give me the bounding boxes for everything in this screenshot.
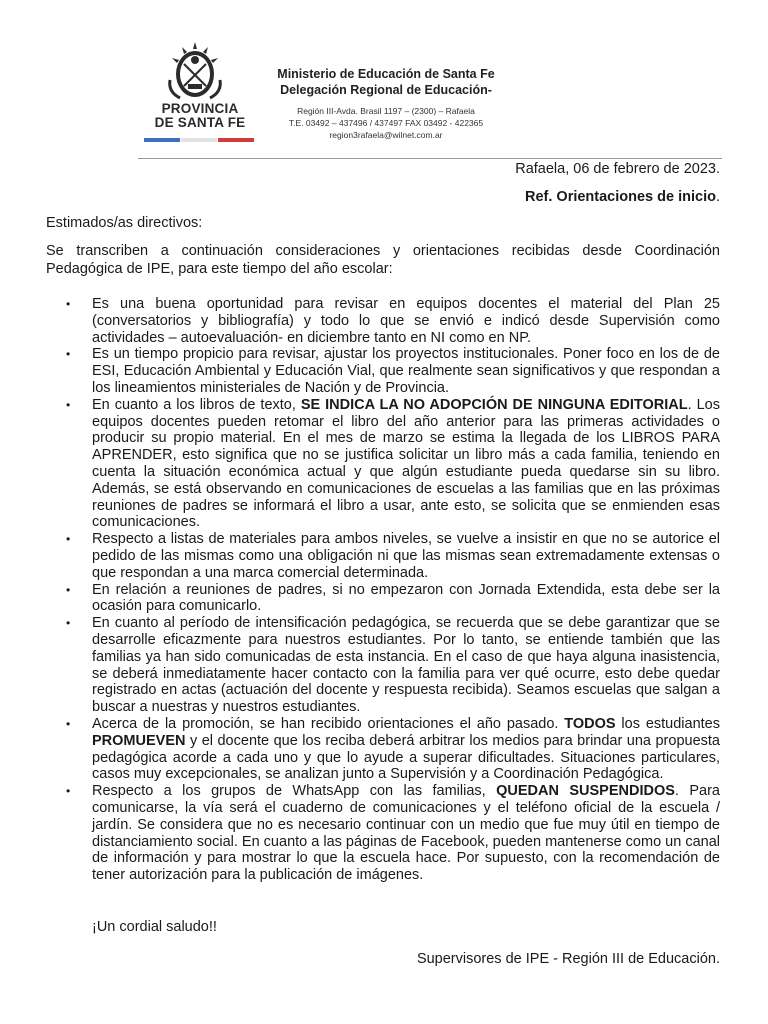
list-item — [46, 582, 720, 616]
greeting: Estimados/as directivos: — [46, 215, 203, 231]
intro-paragraph: Se transcriben a continuación consideraciones y orientaciones recibidas desde Coordinación Pedagógica de IPE, para este tiempo del año escolar: — [46, 243, 720, 277]
reference-line — [525, 188, 720, 206]
item-text: Respecto a listas de materiales para ambos niveles, se vuelve a insistir en que no se autorice el pedido de las mismas como una obligación ni que las mismas sean extremadamente extensas o que respondan a una marca comercial determinada. — [92, 531, 720, 581]
item-emphasis: TODOS — [564, 715, 616, 732]
list-item — [46, 783, 720, 884]
item-text: En cuanto a los libros de texto, — [92, 396, 301, 413]
letterhead — [266, 66, 506, 141]
item-emphasis: SE INDICA LA NO ADOPCIÓN DE NINGUNA EDITORIAL — [300, 396, 688, 413]
phones: T.E. 03492 – 437496 / 437497 FAX 03492 - 422365 — [288, 118, 484, 128]
item-text: . Para comunicarse, la vía será el cuaderno de comunicaciones y el teléfono oficial de la escuela / jardín. Se considera que no es necesario continuar con un medio que fue muy útil en tiempo de distanciamiento social. En cuanto a las páginas de Facebook, pueden mantenerse como un canal de información y para mostrar lo que la escuela hace. Por supuesto, con la recomendación de tener autorización para la publicación de imágenes. — [92, 783, 720, 884]
flag-stripe-red — [218, 138, 254, 142]
item-text: Es un tiempo propicio para revisar, ajustar los proyectos institucionales. Poner foco en los de de ESI, Educación Ambiental y Educación Vial, que realmente sean significativos y que respondan a los lineamientos ministeriales de Nación y de Provincia. — [92, 346, 720, 396]
list-item — [46, 346, 720, 396]
list-item — [46, 397, 720, 531]
province-name-line2: DE SANTA FE — [154, 115, 246, 130]
list-item — [46, 716, 720, 783]
item-text: . Los equipos docentes pueden retomar el libro del año anterior para las primeras actividades o producir su propio material. En el mes de marzo se estima la llegada de los LIBROS PARA APRENDER, esto significa que no se justifica solicitar un libro más a cada familia, teniendo en cuenta la situación económica actual y que algún estudiante pueda quedarse sin su libro. Además, se está observando en comunicaciones de escuelas a las familias que en las próximas reuniones de padres se informará el libro a usar, ante esto, se solicita que se enmienden esas comunicaciones. — [92, 396, 720, 531]
flag-stripe-white — [181, 138, 217, 142]
item-text: En cuanto al período de intensificación pedagógica, se recuerda que se debe garantizar que se desarrolle eficazmente para nuestros estudiantes. Por lo tanto, se entiende también que las familias ya han sido comunicadas de esta instancia. En el caso de que haya alguna inasistencia, se deberá inmediatamente hacer contacto con la familia para ver qué ocurre, esto debe quedar registrado en actas (actuación del docente y respuesta recibida). Seamos escuelas que salgan a buscar a nuestras y nuestros estudiantes. — [92, 615, 720, 716]
letter-date: Rafaela, 06 de febrero de 2023. — [515, 161, 720, 177]
item-text: Es una buena oportunidad para revisar en equipos docentes el material del Plan 25 (conversatorios y bibliografía) y todo lo que se envió e indicó desde Supervisión como actividades – autoevaluación- en diciembre tanto en NI como en NP. — [92, 296, 720, 346]
item-emphasis: QUEDAN SUSPENDIDOS — [496, 783, 675, 800]
delegation-name: Delegación Regional de Educación- — [280, 83, 492, 97]
item-text: En relación a reuniones de padres, si no empezaron con Jornada Extendida, esta debe ser la ocasión para comunicarlo. — [92, 581, 720, 615]
list-item — [46, 615, 720, 716]
flag-stripe-blue — [144, 138, 180, 142]
province-name — [138, 102, 262, 130]
email: region3rafaela@wilnet.com.ar — [329, 130, 443, 140]
list-item — [46, 531, 720, 581]
flag-stripe — [144, 138, 254, 142]
item-emphasis: PROMUEVEN — [92, 732, 186, 749]
item-text: Acerca de la promoción, se han recibido orientaciones el año pasado. — [92, 715, 565, 732]
ministry-name: Ministerio de Educación de Santa Fe — [277, 67, 495, 81]
closing-salutation: ¡Un cordial saludo!! — [92, 919, 217, 935]
coat-of-arms-icon — [164, 40, 226, 102]
item-text: y el docente que los reciba deberá arbitrar los medios para brindar una propuesta pedagógica acorde a cada uno y que lo ayude a superar dificultades. Situaciones particulares, casos muy excepcionales, se analizan junto a Supervisión y a Coordinación Pedagógica. — [92, 732, 720, 783]
reference-period: . — [715, 189, 720, 205]
header-divider — [138, 158, 722, 159]
item-text: los estudiantes — [615, 715, 720, 732]
province-name-line1: PROVINCIA — [161, 101, 239, 116]
reference-label: Ref. Orientaciones de inicio — [525, 189, 716, 205]
orientations-list — [46, 296, 720, 884]
item-text: Respecto a los grupos de WhatsApp con las familias, — [92, 783, 497, 800]
address: Región III-Avda. Brasil 1197 – (2300) – Rafaela — [297, 106, 475, 116]
province-logo — [138, 40, 262, 150]
list-item — [46, 296, 720, 346]
signature: Supervisores de IPE - Región III de Educación. — [416, 951, 720, 967]
